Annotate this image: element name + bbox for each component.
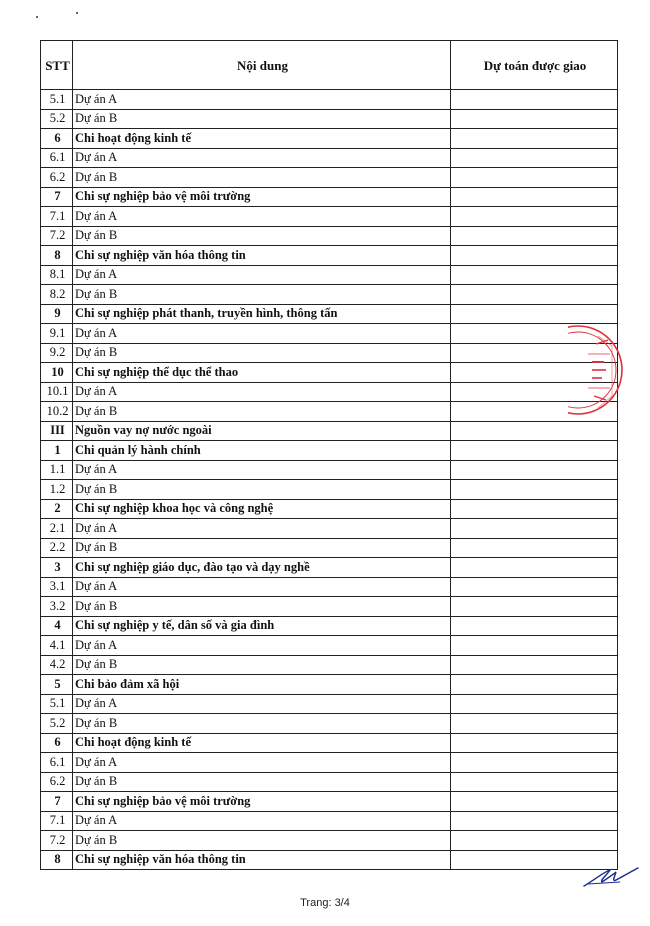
row-content: Dự án B [73, 714, 451, 734]
table-row [41, 558, 618, 578]
table-row [41, 207, 618, 227]
table-row [41, 246, 618, 266]
row-stt: 10.2 [41, 402, 73, 422]
row-content: Chi sự nghiệp thể dục thể thao [73, 363, 451, 383]
table-row [41, 402, 618, 422]
table-row [41, 129, 618, 149]
table-row [41, 90, 618, 110]
table-row [41, 304, 618, 324]
table-row [41, 714, 618, 734]
table-row [41, 772, 618, 792]
table-row [41, 285, 618, 305]
row-content: Dự án B [73, 285, 451, 305]
row-budget-cell [451, 499, 618, 519]
row-stt: 9 [41, 304, 73, 324]
table-row [41, 597, 618, 617]
row-budget-cell [451, 831, 618, 851]
row-stt: 7 [41, 187, 73, 207]
row-budget-cell [451, 226, 618, 246]
row-content: Chi sự nghiệp văn hóa thông tin [73, 850, 451, 870]
row-stt: 7.1 [41, 811, 73, 831]
row-content: Dự án B [73, 168, 451, 188]
row-content: Dự án A [73, 519, 451, 539]
row-content: Dự án A [73, 90, 451, 110]
row-budget-cell [451, 421, 618, 441]
table-row [41, 577, 618, 597]
table-row [41, 480, 618, 500]
row-content: Chi sự nghiệp giáo dục, đào tạo và dạy nghề [73, 558, 451, 578]
table-body [41, 90, 618, 870]
scan-specks [36, 10, 86, 30]
row-stt: 6 [41, 733, 73, 753]
table-row [41, 324, 618, 344]
table-row [41, 675, 618, 695]
row-content: Dự án B [73, 831, 451, 851]
table-row [41, 733, 618, 753]
row-content: Chi hoạt động kinh tế [73, 129, 451, 149]
row-budget-cell [451, 558, 618, 578]
row-budget-cell [451, 694, 618, 714]
row-stt: 9.2 [41, 343, 73, 363]
table-row [41, 753, 618, 773]
table-row [41, 499, 618, 519]
row-budget-cell [451, 304, 618, 324]
row-content: Chi sự nghiệp phát thanh, truyền hình, thông tấn [73, 304, 451, 324]
row-budget-cell [451, 460, 618, 480]
budget-table [40, 40, 618, 870]
row-stt: 2 [41, 499, 73, 519]
row-budget-cell [451, 675, 618, 695]
row-budget-cell [451, 480, 618, 500]
row-stt: 1.2 [41, 480, 73, 500]
row-stt: 8.2 [41, 285, 73, 305]
row-budget-cell [451, 733, 618, 753]
row-budget-cell [451, 187, 618, 207]
row-content: Dự án A [73, 382, 451, 402]
row-stt: 8 [41, 246, 73, 266]
official-seal [568, 322, 624, 422]
row-stt: 5.1 [41, 90, 73, 110]
row-budget-cell [451, 265, 618, 285]
table-header-row [41, 41, 618, 90]
row-stt: 6.1 [41, 148, 73, 168]
row-content: Dự án B [73, 480, 451, 500]
table-row [41, 168, 618, 188]
row-stt: 10.1 [41, 382, 73, 402]
row-budget-cell [451, 714, 618, 734]
table-row [41, 538, 618, 558]
row-content: Chi sự nghiệp văn hóa thông tin [73, 246, 451, 266]
row-stt: 3.1 [41, 577, 73, 597]
header-budget: Dự toán được giao [451, 41, 618, 90]
row-content: Dự án A [73, 460, 451, 480]
row-stt: 2.1 [41, 519, 73, 539]
row-stt: 1.1 [41, 460, 73, 480]
table-row [41, 421, 618, 441]
row-stt: 6.2 [41, 168, 73, 188]
table-row [41, 363, 618, 383]
row-content: Dự án B [73, 402, 451, 422]
row-budget-cell [451, 441, 618, 461]
header-stt: STT [41, 41, 73, 90]
row-budget-cell [451, 285, 618, 305]
page-number: Trang: 3/4 [300, 897, 350, 909]
row-stt: 8.1 [41, 265, 73, 285]
row-stt: III [41, 421, 73, 441]
table-row [41, 636, 618, 656]
row-content: Dự án B [73, 597, 451, 617]
table-row [41, 655, 618, 675]
row-budget-cell [451, 519, 618, 539]
table-row [41, 382, 618, 402]
row-stt: 5 [41, 675, 73, 695]
row-stt: 3.2 [41, 597, 73, 617]
row-stt: 2.2 [41, 538, 73, 558]
row-stt: 6 [41, 129, 73, 149]
row-budget-cell [451, 636, 618, 656]
row-stt: 7.2 [41, 226, 73, 246]
table-row [41, 226, 618, 246]
row-budget-cell [451, 109, 618, 129]
table-row [41, 109, 618, 129]
row-stt: 5.1 [41, 694, 73, 714]
row-stt: 6.1 [41, 753, 73, 773]
row-stt: 7 [41, 792, 73, 812]
signature-mark [580, 862, 640, 892]
row-budget-cell [451, 538, 618, 558]
row-content: Dự án A [73, 577, 451, 597]
row-stt: 10 [41, 363, 73, 383]
row-budget-cell [451, 597, 618, 617]
row-budget-cell [451, 207, 618, 227]
row-content: Dự án A [73, 694, 451, 714]
table-row [41, 792, 618, 812]
row-content: Dự án A [73, 636, 451, 656]
row-stt: 9.1 [41, 324, 73, 344]
table-row [41, 850, 618, 870]
row-stt: 8 [41, 850, 73, 870]
row-stt: 4 [41, 616, 73, 636]
row-stt: 1 [41, 441, 73, 461]
row-content: Dự án B [73, 772, 451, 792]
row-stt: 7.1 [41, 207, 73, 227]
row-content: Dự án A [73, 753, 451, 773]
table-row [41, 831, 618, 851]
row-budget-cell [451, 168, 618, 188]
row-content: Dự án B [73, 538, 451, 558]
row-budget-cell [451, 577, 618, 597]
row-content: Dự án B [73, 655, 451, 675]
table-row [41, 460, 618, 480]
row-budget-cell [451, 129, 618, 149]
row-content: Dự án A [73, 265, 451, 285]
row-content: Chi sự nghiệp khoa học và công nghệ [73, 499, 451, 519]
header-content: Nội dung [73, 41, 451, 90]
row-content: Dự án B [73, 343, 451, 363]
row-stt: 3 [41, 558, 73, 578]
row-stt: 6.2 [41, 772, 73, 792]
row-budget-cell [451, 772, 618, 792]
row-stt: 4.2 [41, 655, 73, 675]
table-row [41, 811, 618, 831]
row-content: Chi hoạt động kinh tế [73, 733, 451, 753]
row-stt: 7.2 [41, 831, 73, 851]
row-budget-cell [451, 148, 618, 168]
row-content: Chi sự nghiệp y tế, dân số và gia đình [73, 616, 451, 636]
table-row [41, 441, 618, 461]
row-content: Chi sự nghiệp bảo vệ môi trường [73, 187, 451, 207]
table-row [41, 187, 618, 207]
row-content: Chi quản lý hành chính [73, 441, 451, 461]
row-content: Dự án A [73, 207, 451, 227]
table-row [41, 694, 618, 714]
table-row [41, 616, 618, 636]
row-content: Dự án B [73, 109, 451, 129]
row-content: Dự án A [73, 324, 451, 344]
row-budget-cell [451, 90, 618, 110]
table-row [41, 343, 618, 363]
table-row [41, 148, 618, 168]
row-budget-cell [451, 655, 618, 675]
row-content: Dự án A [73, 148, 451, 168]
row-budget-cell [451, 246, 618, 266]
row-content: Dự án B [73, 226, 451, 246]
table-row [41, 519, 618, 539]
row-stt: 5.2 [41, 714, 73, 734]
row-content: Chi bảo đảm xã hội [73, 675, 451, 695]
row-budget-cell [451, 616, 618, 636]
table-row [41, 265, 618, 285]
row-stt: 4.1 [41, 636, 73, 656]
row-stt: 5.2 [41, 109, 73, 129]
row-budget-cell [451, 792, 618, 812]
row-budget-cell [451, 753, 618, 773]
row-content: Dự án A [73, 811, 451, 831]
row-content: Chi sự nghiệp bảo vệ môi trường [73, 792, 451, 812]
row-content: Nguồn vay nợ nước ngoài [73, 421, 451, 441]
row-budget-cell [451, 811, 618, 831]
